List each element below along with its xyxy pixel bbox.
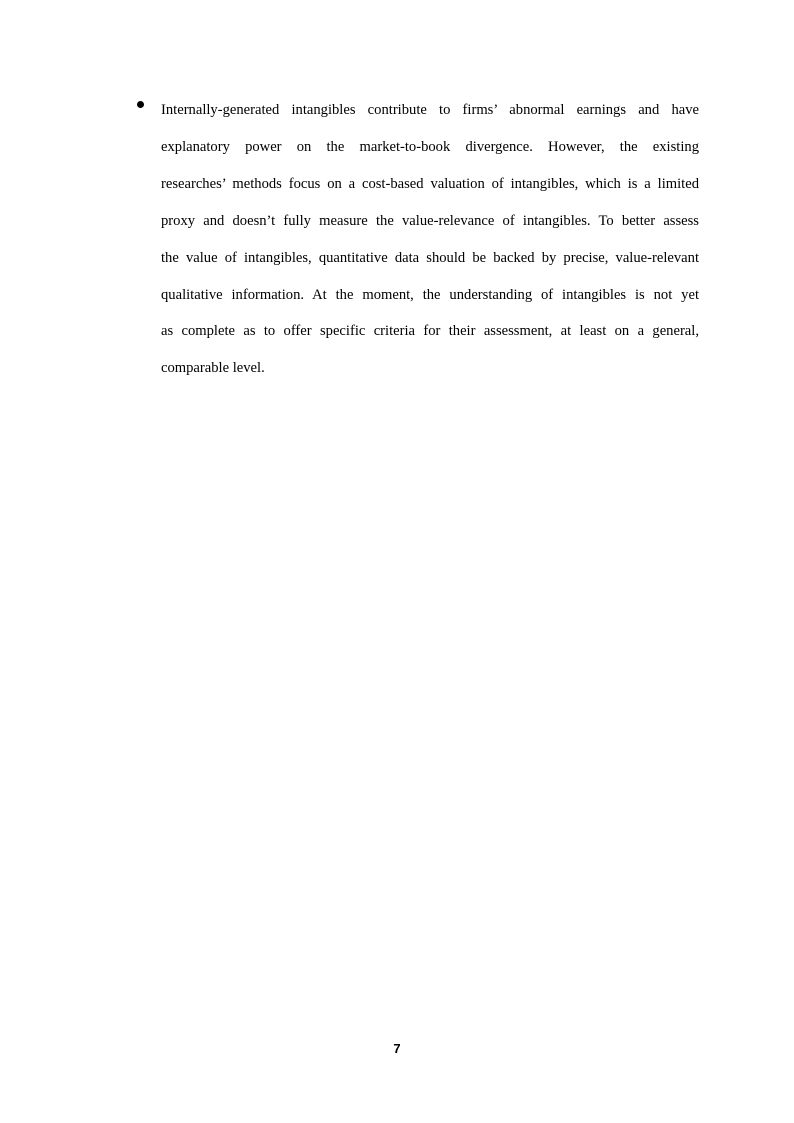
paragraph-line: Internally-generated intangibles contribute to firms’ abnormal earnings and have <box>161 102 699 118</box>
paragraph-line: explanatory power on the market-to-book divergence. However, the existing <box>161 138 699 155</box>
paragraph-line: as complete as to offer specific criteria for their assessment, at least on a general, <box>161 323 699 340</box>
paragraph-line: researches’ methods focus on a cost-based valuation of intangibles, which is a limited <box>161 175 699 192</box>
bullet-icon <box>137 101 144 108</box>
page-number: 7 <box>393 1041 401 1056</box>
bullet-paragraph <box>161 92 699 387</box>
paragraph-line: proxy and doesn’t fully measure the value-relevance of intangibles. To better assess <box>161 212 699 229</box>
paragraph-line: the value of intangibles, quantitative data should be backed by precise, value-relevant <box>161 249 699 266</box>
paragraph-line: qualitative information. At the moment, the understanding of intangibles is not yet <box>161 286 699 303</box>
paragraph-line: comparable level. <box>161 360 265 377</box>
